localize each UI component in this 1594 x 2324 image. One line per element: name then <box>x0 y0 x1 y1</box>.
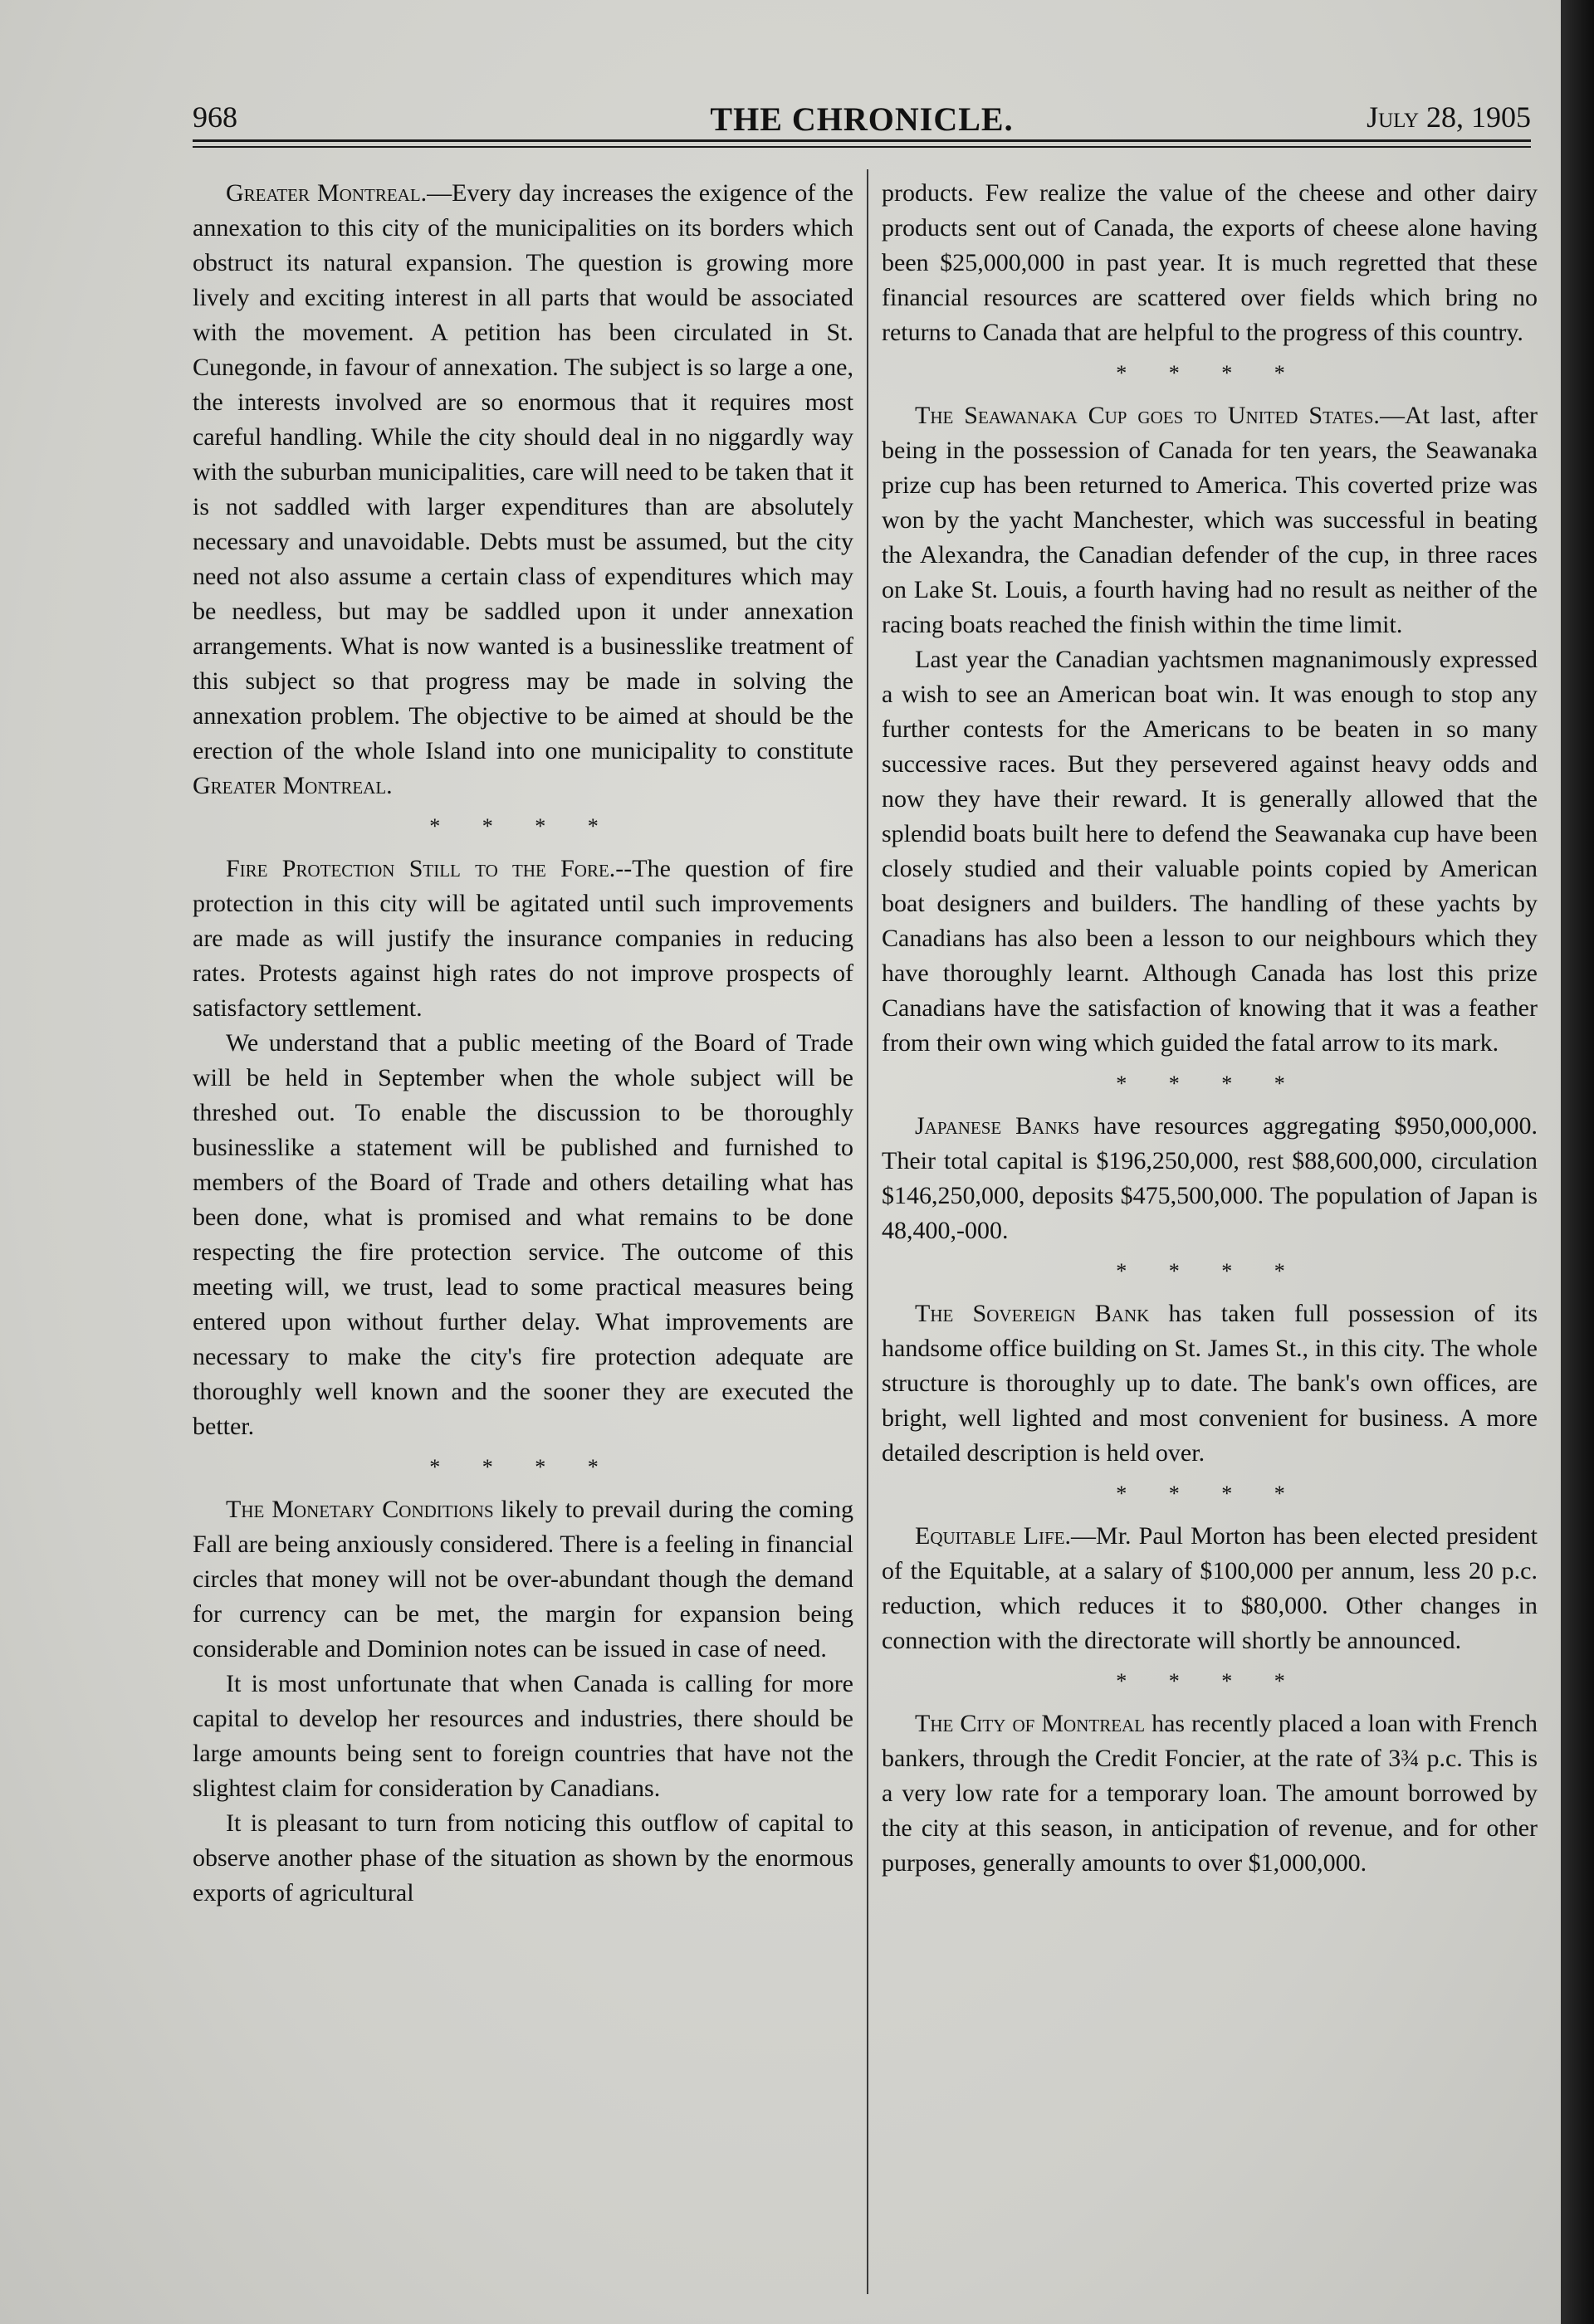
issue-date: July 28, 1905 <box>1367 100 1531 134</box>
section-separator: * * * * <box>429 1455 617 1479</box>
article-body: —Mr. Paul Morton has been elected president of the Equitable, at a salary of $100,000 per annum, less 20 p.c. reduction, which reduces it to $80,000. Other changes in connection with the directorate will shortly be announced. <box>882 1522 1538 1654</box>
article-heading: Greater Montreal. <box>226 179 428 207</box>
article-japanese-banks <box>882 1109 1538 1248</box>
article-body: has taken full possession of its handsome office building on St. James St., in this city. The whole structure is thoroughly up to date. The bank's own offices, are bright, well lighted and most convenient for business. A more detailed description is held over. <box>882 1300 1538 1467</box>
article-greater-montreal <box>193 176 853 803</box>
article-monetary-conditions <box>193 1492 853 1667</box>
article-seawanaka-cup <box>882 398 1538 642</box>
article-heading: The Seawanaka Cup goes to United States. <box>915 402 1380 429</box>
section-separator: * * * * <box>1116 361 1303 385</box>
left-column <box>193 176 853 1911</box>
page-number: 968 <box>193 100 237 134</box>
article-heading: The Sovereign Bank <box>915 1300 1150 1327</box>
book-spine-shadow <box>1561 0 1594 2324</box>
section-separator: * * * * <box>1116 1482 1303 1506</box>
article-city-of-montreal <box>882 1706 1538 1881</box>
article-heading: Fire Protection Still to the Fore. <box>226 855 616 882</box>
masthead-title: THE CHRONICLE. <box>710 100 1014 138</box>
article-body: —At last, after being in the possession of Canada for ten years, the Seawanaka prize cup has been returned to America. This coverted prize was won by the yacht Manchester, which was successful in beating the Alexandra, the Canadian defender of the cup, in three races on Lake St. Louis, a fourth having had no result as neither of the racing boats reached the finish within the time limit. <box>882 402 1538 638</box>
header-rule-bottom <box>193 146 1531 148</box>
article-body: --The question of fire protection in this city will be agitated until such improvements are made as will justify the insurance companies in reducing rates. Protests against high rates do not improve prospects of satisfactory settlement. <box>193 855 853 1022</box>
article-equitable-life <box>882 1519 1538 1658</box>
section-separator: * * * * <box>429 814 617 838</box>
article-body: has recently placed a loan with French bankers, through the Credit Foncier, at the rate of 3¾ p.c. This is a very low rate for a temporary loan. The amount borrowed by the city at this season, in anticipation of revenue, and for other purposes, generally amounts to over $1,000,000. <box>882 1710 1538 1877</box>
article-paragraph: It is pleasant to turn from noticing this outflow of capital to observe another phase of the situation as shown by the enormous exports of agricultural <box>193 1809 853 1907</box>
article-paragraph: We understand that a public meeting of the Board of Trade will be held in September when the whole subject will be threshed out. To enable the discussion to be thoroughly businesslike a statement will be published and furnished to members of the Board of Trade and others detailing what has been done, what is promised and what remains to be done respecting the fire protection service. The outcome of this meeting will, we trust, lead to some practical measures being entered upon without further delay. What improvements are necessary to make the city's fire protection adequate are thoroughly well known and the sooner they are executed the better. <box>193 1029 853 1440</box>
header-rule-top <box>193 139 1531 142</box>
page-header <box>193 100 1531 141</box>
article-body: have resources aggregating $950,000,000. Their total capital is $196,250,000, rest $88,600,000, circulation $146,250,000, deposits $475,500,000. The population of Japan is 48,400,-000. <box>882 1112 1538 1244</box>
section-separator: * * * * <box>1116 1259 1303 1283</box>
article-heading: Japanese Banks <box>915 1112 1080 1140</box>
article-sovereign-bank <box>882 1296 1538 1471</box>
section-separator: * * * * <box>1116 1669 1303 1693</box>
article-body: —Every day increases the exigence of the annexation to this city of the municipalities on its borders which obstruct its natural expansion. The question is growing more lively and exciting interest in all parts that would be associated with the movement. A petition has been circulated in St. Cunegonde, in favour of annexation. The subject is so large a one, the interests involved are so enormous that it requires most careful handling. While the city should deal in no niggardly way with the suburban municipalities, care will need to be taken that it is not saddled with larger expenditures than are absolutely necessary and unavoidable. Debts must be assumed, but the city need not also assume a certain class of expenditures which may be needless, but may be saddled upon it under annexation arrangements. What is now wanted is a businesslike treatment of this subject so that progress may be made in solving the annexation problem. The objective to be aimed at should be the erection of the whole Island into one municipality to constitute <box>193 179 853 764</box>
article-paragraph: Last year the Canadian yachtsmen magnanimously expressed a wish to see an American boat win. It was enough to stop any further contests for the Americans to be beaten in so many successive races. But they persevered against heavy odds and now they have their reward. It is generally allowed that the splendid boats built here to defend the Seawanaka cup have been closely studied and their valuable points copied by American boat designers and builders. The handling of these yachts by Canadians has also been a lesson to our neighbours which they have thoroughly learnt. Although Canada has lost this prize Canadians have the satisfaction of knowing that it was a feather from their own wing which guided the fatal arrow to its mark. <box>882 646 1538 1057</box>
article-closing: Greater Montreal. <box>193 772 393 799</box>
article-body: likely to prevail during the coming Fall are being anxiously considered. There is a feeling in financial circles that money will not be over-abundant though the demand for currency can be met, the margin for expansion being considerable and Dominion notes can be issued in case of need. <box>193 1496 853 1662</box>
article-heading: The Monetary Conditions <box>226 1496 494 1523</box>
section-separator: * * * * <box>1116 1072 1303 1096</box>
article-fire-protection <box>193 852 853 1026</box>
article-heading: The City of Montreal <box>915 1710 1146 1737</box>
article-continuation: products. Few realize the value of the cheese and other dairy products sent out of Canada, the exports of cheese alone having been $25,000,000 in past year. It is much regretted that these financial resources are scattered over fields which bring no returns to Canada that are helpful to the progress of this country. <box>882 179 1538 346</box>
article-paragraph: It is most unfortunate that when Canada is calling for more capital to develop her resources and industries, there should be large amounts being sent to foreign countries that have not the slightest claim for consideration by Canadians. <box>193 1670 853 1802</box>
article-heading: Equitable Life. <box>915 1522 1072 1550</box>
right-column <box>882 176 1538 1881</box>
column-divider <box>867 169 868 2294</box>
